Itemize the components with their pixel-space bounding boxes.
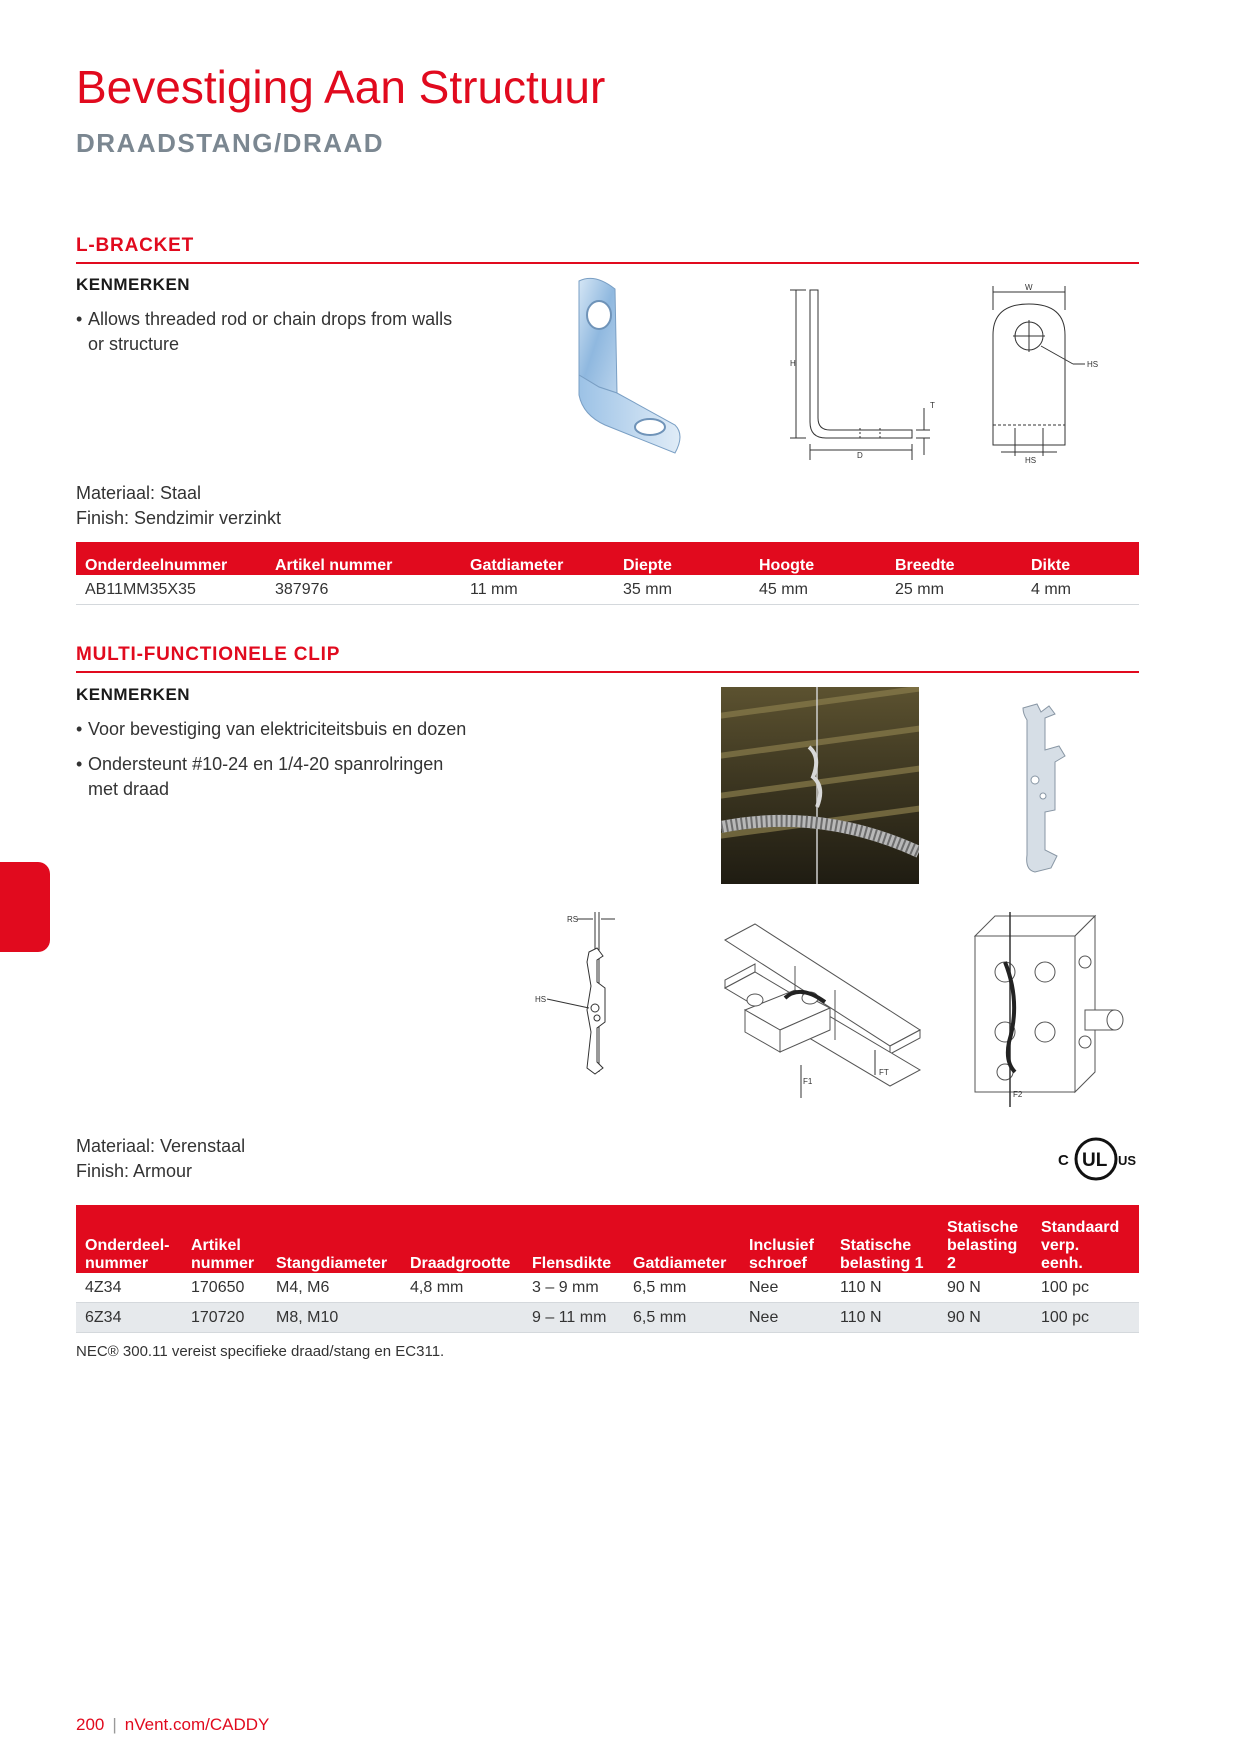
table-cell: 90 N xyxy=(938,1273,1032,1303)
page-subtitle: DRAADSTANG/DRAAD xyxy=(76,128,385,158)
features-heading: KENMERKEN xyxy=(76,685,191,704)
table-row xyxy=(76,1273,1139,1303)
l-bracket-product-image xyxy=(555,275,715,465)
clip-product-image xyxy=(1015,700,1085,875)
table-cell: 6,5 mm xyxy=(624,1303,740,1333)
section-title-clip: MULTI-FUNCTIONELE CLIP xyxy=(76,644,341,665)
table-header: Artikel nummer xyxy=(182,1205,267,1273)
table-cell: M4, M6 xyxy=(267,1273,401,1303)
table-cell: M8, M10 xyxy=(267,1303,401,1333)
table-row xyxy=(76,1303,1139,1333)
table-header-row xyxy=(76,1205,1139,1273)
table-header: Draadgrootte xyxy=(401,1205,523,1273)
dim-label-hs: HS xyxy=(1087,360,1099,369)
dim-label-rs: RS xyxy=(567,915,579,924)
footnote: NEC® 300.11 vereist specifieke draad/stang en EC311. xyxy=(76,1343,445,1360)
table-cell: 90 N xyxy=(938,1303,1032,1333)
table-cell: 170720 xyxy=(182,1303,267,1333)
table-header: Dikte xyxy=(1022,542,1139,575)
table-cell: 4 mm xyxy=(1022,575,1139,605)
table-cell: 25 mm xyxy=(886,575,1022,605)
clip-dimension-diagram xyxy=(535,912,625,1087)
table-cell: 45 mm xyxy=(750,575,886,605)
table-cell: 100 pc xyxy=(1032,1303,1139,1333)
page-footer xyxy=(76,1715,269,1735)
dim-label-f1: F1 xyxy=(803,1077,813,1086)
dim-label-hs-bottom: HS xyxy=(1025,456,1037,465)
page-title: Bevestiging Aan Structuur xyxy=(76,61,606,113)
footer-link[interactable]: nVent.com/CADDY xyxy=(124,1715,270,1734)
table-cell: 110 N xyxy=(831,1273,938,1303)
clip-installation-photo xyxy=(721,687,919,884)
feature-bullet: • Allows threaded rod or chain drops from walls or structure xyxy=(76,309,453,354)
section-side-tab xyxy=(0,862,50,952)
material-text: Materiaal: Verenstaal xyxy=(76,1136,246,1156)
cul-us-certification-logo xyxy=(1050,1133,1142,1185)
dim-label-w: W xyxy=(1025,283,1033,292)
table-cell: 9 – 11 mm xyxy=(523,1303,624,1333)
table-cell: 4Z34 xyxy=(76,1273,182,1303)
page-number: 200 xyxy=(76,1715,105,1734)
l-bracket-side-diagram xyxy=(770,280,950,460)
table-cell: 6,5 mm xyxy=(624,1273,740,1303)
section-divider xyxy=(76,262,1139,264)
table-header: Hoogte xyxy=(750,542,886,575)
table-header: Gatdiameter xyxy=(624,1205,740,1273)
table-cell: 100 pc xyxy=(1032,1273,1139,1303)
table-header: Stangdiameter xyxy=(267,1205,401,1273)
feature-bullet: • Ondersteunt #10-24 en 1/4-20 spanrolringen met draad xyxy=(76,754,444,799)
cert-us: US xyxy=(1118,1153,1137,1168)
bullet-dot: • xyxy=(76,309,83,329)
table-cell: 6Z34 xyxy=(76,1303,182,1333)
table-cell xyxy=(401,1303,523,1333)
clip-spec-table xyxy=(76,1205,1139,1333)
l-bracket-front-diagram xyxy=(975,280,1115,465)
l-bracket-spec-table xyxy=(76,542,1139,605)
dim-label-h: H xyxy=(790,359,796,368)
dim-label-t: T xyxy=(930,401,935,410)
section-divider xyxy=(76,671,1139,673)
table-header: Onderdeelnummer xyxy=(76,542,266,575)
dim-label-ft: FT xyxy=(879,1068,889,1077)
table-cell: 170650 xyxy=(182,1273,267,1303)
table-header: Gatdiameter xyxy=(461,542,614,575)
table-header: Diepte xyxy=(614,542,750,575)
clip-beam-application-diagram xyxy=(715,920,930,1100)
table-cell: Nee xyxy=(740,1273,831,1303)
cert-ul: UL xyxy=(1082,1150,1108,1171)
dim-label-hs: HS xyxy=(535,995,547,1004)
table-header: Inclusief schroef xyxy=(740,1205,831,1273)
table-row xyxy=(76,575,1139,605)
table-header: Artikel nummer xyxy=(266,542,461,575)
dim-label-f2: F2 xyxy=(1013,1090,1023,1099)
table-header: Statische belasting 1 xyxy=(831,1205,938,1273)
table-header: Statische belasting 2 xyxy=(938,1205,1032,1273)
cert-c: C xyxy=(1058,1152,1069,1169)
section-title-l-bracket: L-BRACKET xyxy=(76,235,195,256)
table-cell: 4,8 mm xyxy=(401,1273,523,1303)
feature-bullet: • Voor bevestiging van elektriciteitsbuis en dozen xyxy=(76,717,466,742)
table-header-row xyxy=(76,542,1139,575)
dim-label-d: D xyxy=(857,451,863,460)
table-cell: 110 N xyxy=(831,1303,938,1333)
clip-box-application-diagram xyxy=(965,912,1135,1107)
features-heading: KENMERKEN xyxy=(76,275,191,294)
bullet-dot: • xyxy=(76,719,83,739)
footer-separator: | xyxy=(112,1715,117,1734)
table-cell: 11 mm xyxy=(461,575,614,605)
table-header: Flensdikte xyxy=(523,1205,624,1273)
table-cell: Nee xyxy=(740,1303,831,1333)
bullet-dot: • xyxy=(76,754,83,774)
table-header: Breedte xyxy=(886,542,1022,575)
material-text: Materiaal: Staal xyxy=(76,483,202,503)
finish-text: Finish: Armour xyxy=(76,1161,193,1181)
table-cell: 35 mm xyxy=(614,575,750,605)
table-header: Onderdeel- nummer xyxy=(76,1205,182,1273)
table-cell: 387976 xyxy=(266,575,461,605)
table-cell: AB11MM35X35 xyxy=(76,575,266,605)
finish-text: Finish: Sendzimir verzinkt xyxy=(76,508,282,528)
table-cell: 3 – 9 mm xyxy=(523,1273,624,1303)
table-header: Standaard verp. eenh. xyxy=(1032,1205,1139,1273)
